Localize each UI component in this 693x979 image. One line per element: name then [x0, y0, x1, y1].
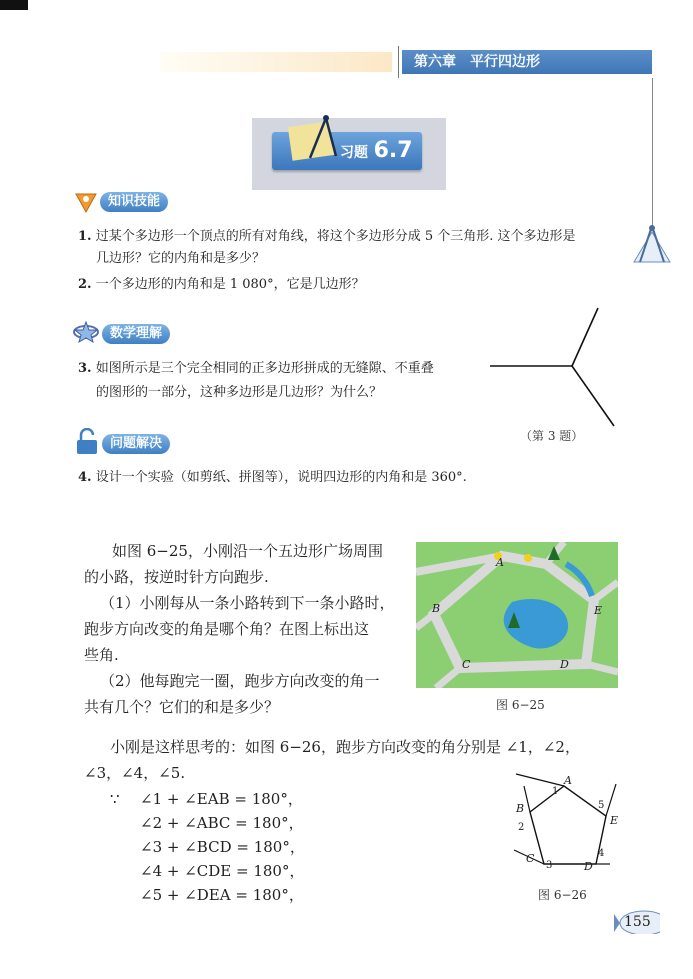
because-symbol: ∵ [110, 790, 120, 808]
vertex-a: A [564, 774, 572, 787]
example-line4: 跑步方向改变的角是哪个角？在图上标出这 [84, 620, 370, 638]
lock-icon [74, 428, 100, 456]
park-map-figure [416, 542, 618, 688]
problem-2: 2. 一个多边形的内角和是 1 080°，它是几边形？ [78, 277, 365, 292]
problem-4: 4. 设计一个实验（如剪纸、拼图等），说明四边形的内角和是 360°. [78, 470, 467, 485]
map-label-a: A [496, 556, 504, 569]
section-problem-solving: 问题解决 [102, 434, 170, 454]
angle-5: 5 [598, 800, 605, 811]
map-label-b: B [432, 602, 441, 615]
header-band [160, 52, 392, 72]
problem-1-line2: 几边形？它的内角和是多少？ [96, 251, 266, 266]
pencil-icon [74, 190, 98, 214]
vertex-e: E [610, 814, 619, 827]
problem-3: 3. 如图所示是三个完全相同的正多边形拼成的无缝隙、不重叠 [78, 361, 434, 376]
chapter-title: 第六章 平行四边形 [402, 50, 652, 74]
problem-2-text: 一个多边形的内角和是 1 080°，它是几边形？ [95, 277, 365, 292]
angle-4: 4 [598, 848, 605, 859]
star-atom-icon [72, 320, 100, 344]
equation-3: ∠3 + ∠BCD = 180°， [140, 838, 305, 856]
equation-2: ∠2 + ∠ABC = 180°， [140, 814, 304, 832]
margin-line [652, 78, 653, 230]
problem-3-line1: 如图所示是三个完全相同的正多边形拼成的无缝隙、不重叠 [95, 361, 434, 376]
reasoning-line1: 小刚是这样思考的：如图 6−26，跑步方向改变的角分别是 ∠1，∠2， [110, 738, 580, 756]
section-knowledge: 知识技能 [100, 192, 168, 212]
equation-5: ∠5 + ∠DEA = 180°， [140, 886, 304, 904]
header-divider [398, 46, 399, 78]
example-line3: （1）小刚每从一条小路转到下一条小路时， [100, 594, 395, 612]
exercise-prefix: 习题 [340, 145, 368, 161]
example-line5: 些角. [84, 646, 119, 664]
example-line1: 如图 6−25，小刚沿一个五边形广场周围 [112, 542, 383, 560]
problem-2-number: 2 [78, 277, 88, 292]
problem-3-number: 3 [78, 361, 88, 376]
vertex-d: D [584, 860, 593, 873]
vertex-b: B [516, 802, 525, 815]
map-label-d: D [560, 658, 569, 671]
reasoning-line2: ∠3，∠4，∠5. [84, 764, 186, 782]
exercise-label [340, 138, 413, 163]
equation-1: ∠1 + ∠EAB = 180°， [140, 790, 303, 808]
page-number: 155 [624, 914, 651, 930]
problem-1-line1: 过某个多边形一个顶点的所有对角线，将这个多边形分成 5 个三角形. 这个多边形是 [95, 229, 576, 244]
drawing-compass-icon [300, 112, 340, 164]
section-understanding: 数学理解 [102, 324, 170, 344]
example-line2: 的小路，按逆时针方向跑步. [84, 568, 269, 586]
corner-mark [0, 0, 28, 10]
figure-6-25-caption: 图 6−25 [496, 698, 545, 712]
problem-4-text: 设计一个实验（如剪纸、拼图等），说明四边形的内角和是 360°. [95, 470, 467, 485]
three-polygons-figure [486, 304, 626, 434]
map-label-e: E [594, 604, 603, 617]
map-label-c: C [462, 658, 471, 671]
problem-4-number: 4 [78, 470, 88, 485]
angle-3: 3 [546, 860, 553, 871]
problem-3-caption: （第 3 题） [520, 429, 584, 443]
example-line6: （2）他每跑完一圈，跑步方向改变的角一 [100, 672, 380, 690]
angle-1: 1 [552, 786, 559, 797]
equation-4: ∠4 + ∠CDE = 180°， [140, 862, 305, 880]
problem-1-number: 1 [78, 229, 88, 244]
vertex-c: C [526, 852, 535, 865]
angle-2: 2 [518, 822, 525, 833]
problem-1: 1. 过某个多边形一个顶点的所有对角线，将这个多边形分成 5 个三角形. 这个多边形是 [78, 229, 576, 244]
problem-3-line2: 的图形的一部分，这种多边形是几边形？为什么？ [96, 385, 383, 400]
figure-6-26-caption: 图 6−26 [538, 888, 587, 902]
example-line7: 共有几个？它们的和是多少？ [84, 698, 280, 716]
exercise-number: 6.7 [373, 138, 413, 163]
